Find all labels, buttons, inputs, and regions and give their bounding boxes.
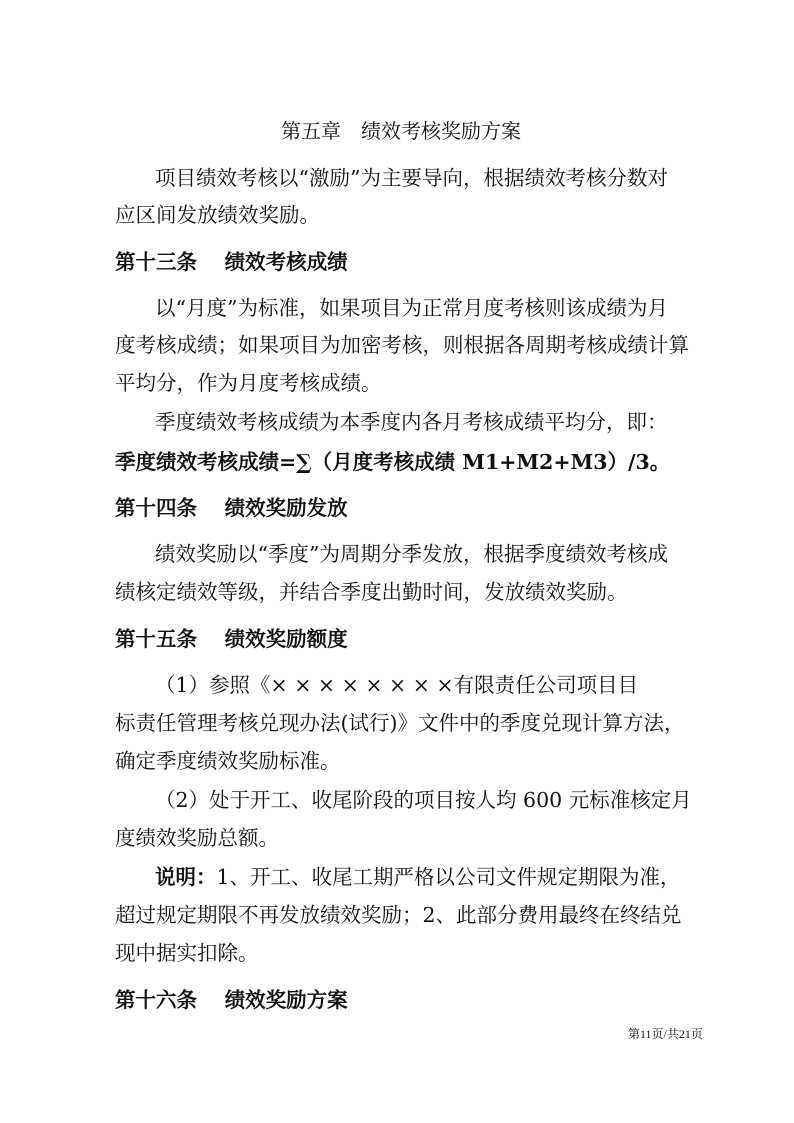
note-label: 说明：	[155, 865, 217, 889]
article-15-item2-line-1: （2）处于开工、收尾阶段的项目按人均 600 元标准核定月	[155, 788, 692, 812]
article-15-item2-line-2: 度绩效奖励总额。	[115, 826, 279, 850]
article-14-heading: 第十四条 绩效奖励发放	[115, 496, 348, 520]
article-15-note-line-1	[155, 860, 681, 894]
article-14-para-line-1: 绩效奖励以“季度”为周期分季发放，根据季度绩效考核成	[155, 542, 668, 566]
article-15-item1-line-2: 标责任管理考核兑现办法(试行)》文件中的季度兑现计算方法，	[115, 711, 685, 735]
article-16-heading: 第十六条 绩效奖励方案	[115, 988, 348, 1012]
article-15-note-line-3: 现中据实扣除。	[115, 941, 259, 965]
article-15-item1-line-3: 确定季度绩效奖励标准。	[115, 749, 341, 773]
article-13-heading: 第十三条 绩效考核成绩	[115, 250, 348, 274]
article-15-note-line-2: 超过规定期限不再发放绩效奖励；2、此部分费用最终在终结兑	[115, 903, 682, 927]
article-14-para-line-2: 绩核定绩效等级，并结合季度出勤时间，发放绩效奖励。	[115, 580, 628, 604]
article-13-para1-line-3: 平均分，作为月度考核成绩。	[115, 371, 382, 395]
intro-line-2: 应区间发放绩效奖励。	[115, 203, 320, 227]
note-text-1: 1、开工、收尾工期严格以公司文件规定期限为准，	[216, 865, 681, 889]
article-13-para2: 季度绩效考核成绩为本季度内各月考核成绩平均分，即：	[155, 410, 668, 434]
article-15-heading: 第十五条 绩效奖励额度	[115, 627, 348, 651]
article-15-item1-line-1: （1）参照《× × × × × × × ×有限责任公司项目目	[155, 673, 639, 697]
article-13-formula: 季度绩效考核成绩=∑（月度考核成绩 M1+M2+M3）/3。	[115, 450, 671, 474]
article-13-para1-line-1: 以“月度”为标准，如果项目为正常月度考核则该成绩为月	[155, 296, 668, 320]
article-13-para1-line-2: 度考核成绩；如果项目为加密考核，则根据各周期考核成绩计算	[115, 333, 689, 357]
page-number: 第11页/共21页	[628, 1027, 703, 1041]
intro-line-1: 项目绩效考核以“激励”为主要导向，根据绩效考核分数对	[155, 166, 668, 190]
chapter-title: 第五章 绩效考核奖励方案	[281, 119, 521, 143]
